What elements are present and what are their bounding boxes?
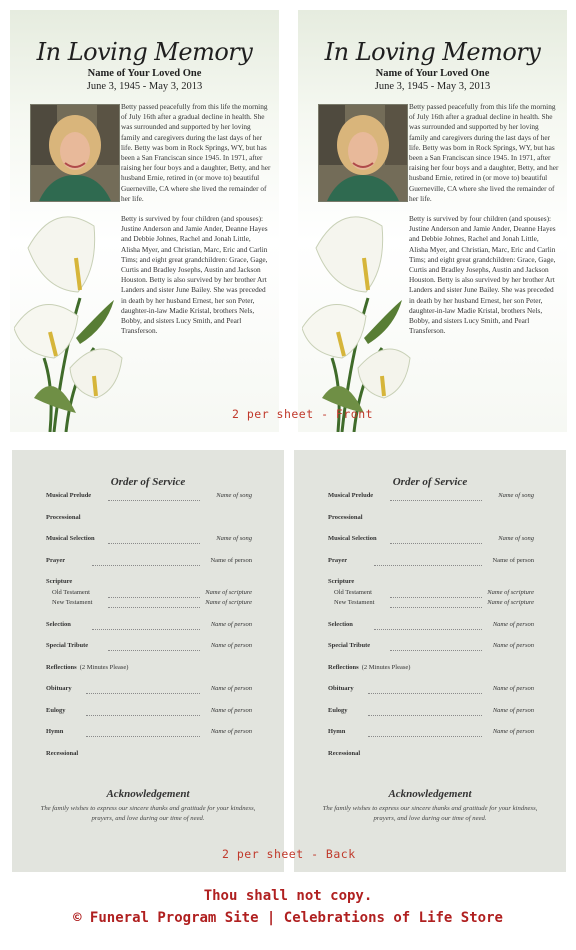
service-label: Processional <box>46 513 81 521</box>
service-label: Recessional <box>328 749 361 757</box>
order-of-service-title: Order of Service <box>110 476 186 488</box>
service-label: Obituary <box>46 685 72 692</box>
service-value: Name of person <box>492 706 534 714</box>
service-row <box>46 589 252 599</box>
service-value: Name of scripture <box>487 589 534 596</box>
obituary-paragraph-1: Betty passed peacefully from this life the morning of July 16th after a gradual decline in health. She was surrounded and supported by her loving family and caregivers during the last days of her life. Betty was born in Rock Springs, WY, but has been a San Franciscan since 1945. In 1971, after raising her four boys and a daughter, Betty, and her husband Ernie, retired in (or move to) beautiful Guerneville, CA where she lived the remainder of her life. <box>121 102 271 203</box>
service-row <box>46 642 252 652</box>
service-label: Prayer <box>328 556 348 564</box>
leader-dots <box>368 709 482 716</box>
portrait-photo <box>318 104 408 202</box>
service-row <box>328 664 534 674</box>
obituary-paragraph-2: Betty is survived by four children (and spouses): Justine Anderson and Jamie Ander, Deanne Hayes and Debbie Johnes, Rachel and Jonah Little, Alisha Myer, and Christian, Marc, Eric and Carlin Tims; and eight great grandchildren: Grace, Gage, Curtis and Bradley Josephs, Austin and Jackson Houston. Betty is also survived by her brother Art Landers and sister June Bailey. She was preceded in death by her husband Ernest, her son Peter, daughter-in-law Madie Kristal, brothers Nels, Bobby, and sisters Lucy Smith, and Pearl Transferson. <box>121 214 268 336</box>
acknowledgement-title: Acknowledgement <box>388 788 472 800</box>
service-value: Name of person <box>492 620 534 628</box>
portrait-photo <box>30 104 120 202</box>
service-value: Name of person <box>492 728 534 735</box>
service-label: Scripture <box>46 578 73 585</box>
leader-dots <box>368 730 482 737</box>
service-label: Recessional <box>46 749 79 757</box>
leader-dots <box>390 644 482 651</box>
leader-dots <box>374 623 482 630</box>
service-label: Eulogy <box>46 706 66 714</box>
leader-dots <box>92 559 200 566</box>
service-label: Musical Selection <box>46 535 95 542</box>
caption-back: 2 per sheet - Back <box>222 847 356 861</box>
service-value: Name of scripture <box>487 599 534 606</box>
leader-dots <box>390 591 482 598</box>
service-row <box>46 557 252 567</box>
service-label: Hymn <box>46 728 64 735</box>
obituary-text <box>121 102 271 346</box>
service-label: Selection <box>328 620 353 628</box>
service-value: Name of song <box>216 492 252 499</box>
memorial-title: In Loving Memory <box>324 38 541 66</box>
leader-dots <box>108 537 200 544</box>
service-value: Name of scripture <box>205 589 252 596</box>
service-list <box>328 492 534 771</box>
leader-dots <box>108 494 200 501</box>
leader-dots <box>390 494 482 501</box>
service-row <box>46 578 252 588</box>
service-value: Name of person <box>210 728 252 735</box>
leader-dots <box>108 591 200 598</box>
copyright-notice: © Funeral Program Site | Celebrations of Life Store <box>73 910 503 926</box>
service-value: Name of person <box>492 556 534 564</box>
leader-dots <box>374 559 482 566</box>
service-row <box>328 589 534 599</box>
leader-dots <box>390 537 482 544</box>
service-label: Musical Selection <box>328 535 377 542</box>
service-value: Name of song <box>498 535 534 542</box>
service-row <box>328 514 534 524</box>
calla-lily-image <box>302 208 414 432</box>
service-value: Name of person <box>210 685 252 692</box>
service-value: Name of scripture <box>205 599 252 606</box>
service-row <box>46 599 252 609</box>
service-row <box>46 514 252 524</box>
leader-dots <box>108 644 200 651</box>
service-label: Musical Prelude <box>328 492 374 499</box>
acknowledgement-text: The family wishes to express our sincere thanks and gratitude for your kindness, prayers, and love during our time of need. <box>40 805 256 822</box>
service-label: New Testament <box>52 599 93 606</box>
service-label-note: (2 Minutes Please) <box>361 663 411 671</box>
service-label: Prayer <box>46 556 66 564</box>
obituary-paragraph-2: Betty is survived by four children (and spouses): Justine Anderson and Jamie Ander, Deanne Hayes and Debbie Johnes, Rachel and Jonah Little, Alisha Myer, and Christian, Marc, Eric and Carlin Tims; and eight great grandchildren: Grace, Gage, Curtis and Bradley Josephs, Austin and Jackson Houston. Betty is also survived by her brother Art Landers and sister June Bailey. She was preceded in death by her husband Ernest, her son Peter, daughter-in-law Madie Kristal, brothers Nels, Bobby, and sisters Lucy Smith, and Pearl Transferson. <box>409 214 556 336</box>
service-value: Name of person <box>492 685 534 692</box>
service-value: Name of person <box>210 642 252 649</box>
service-row <box>328 642 534 652</box>
service-row <box>328 750 534 760</box>
service-row <box>46 621 252 631</box>
leader-dots <box>86 687 200 694</box>
service-row <box>328 557 534 567</box>
service-value: Name of person <box>210 556 252 564</box>
leader-dots <box>92 623 200 630</box>
service-label: Old Testament <box>334 589 372 596</box>
service-value: Name of person <box>210 706 252 714</box>
memorial-title: In Loving Memory <box>36 38 253 66</box>
service-label: New Testament <box>334 599 375 606</box>
copy-notice: Thou shall not copy. <box>203 888 373 904</box>
service-row <box>46 535 252 545</box>
obituary-paragraph-1: Betty passed peacefully from this life the morning of July 16th after a gradual decline in health. She was surrounded and supported by her loving family and caregivers during the last days of her life. Betty was born in Rock Springs, WY, but has been a San Franciscan since 1945. In 1971, after raising her four boys and a daughter, Betty, and her husband Ernie, retired in (or move to) beautiful Guerneville, CA where she lived the remainder of her life. <box>409 102 559 203</box>
service-row <box>46 492 252 502</box>
caption-front: 2 per sheet - Front <box>232 407 374 421</box>
service-label: Special Tribute <box>328 642 371 649</box>
service-row <box>46 728 252 738</box>
service-label: Selection <box>46 620 71 628</box>
service-row <box>328 492 534 502</box>
service-label: Reflections <box>46 663 77 671</box>
service-label: Musical Prelude <box>46 492 92 499</box>
service-row <box>328 685 534 695</box>
acknowledgement-text: The family wishes to express our sincere thanks and gratitude for your kindness, prayers, and love during our time of need. <box>322 805 538 822</box>
service-row <box>328 728 534 738</box>
leader-dots <box>390 601 482 608</box>
leader-dots <box>86 709 200 716</box>
acknowledgement-title: Acknowledgement <box>106 788 190 800</box>
life-dates: June 3, 1945 - May 3, 2013 <box>374 81 491 92</box>
calla-lily-image <box>14 208 126 432</box>
loved-one-name: Name of Your Loved One <box>375 68 490 79</box>
loved-one-name: Name of Your Loved One <box>87 68 202 79</box>
service-value: Name of person <box>492 642 534 649</box>
front-panel-right <box>298 10 567 432</box>
service-label: Obituary <box>328 685 354 692</box>
service-label: Processional <box>328 513 363 521</box>
service-label: Eulogy <box>328 706 348 714</box>
service-row <box>328 535 534 545</box>
leader-dots <box>108 601 200 608</box>
front-panel-left <box>10 10 279 432</box>
order-of-service-title: Order of Service <box>392 476 468 488</box>
service-row <box>46 707 252 717</box>
service-label: Scripture <box>328 578 355 585</box>
service-label: Old Testament <box>52 589 90 596</box>
service-value: Name of person <box>210 620 252 628</box>
service-row <box>46 664 252 674</box>
back-panel-right <box>294 450 566 872</box>
service-row <box>328 707 534 717</box>
service-row <box>46 750 252 760</box>
service-row <box>328 599 534 609</box>
service-value: Name of song <box>216 535 252 542</box>
service-value: Name of song <box>498 492 534 499</box>
leader-dots <box>368 687 482 694</box>
service-label: Special Tribute <box>46 642 89 649</box>
service-label: Reflections <box>328 663 359 671</box>
service-label-note: (2 Minutes Please) <box>79 663 129 671</box>
service-list <box>46 492 252 771</box>
service-row <box>328 578 534 588</box>
service-row <box>46 685 252 695</box>
obituary-text <box>409 102 559 346</box>
leader-dots <box>86 730 200 737</box>
back-panel-left <box>12 450 284 872</box>
service-row <box>328 621 534 631</box>
service-label: Hymn <box>328 728 346 735</box>
life-dates: June 3, 1945 - May 3, 2013 <box>86 81 203 92</box>
